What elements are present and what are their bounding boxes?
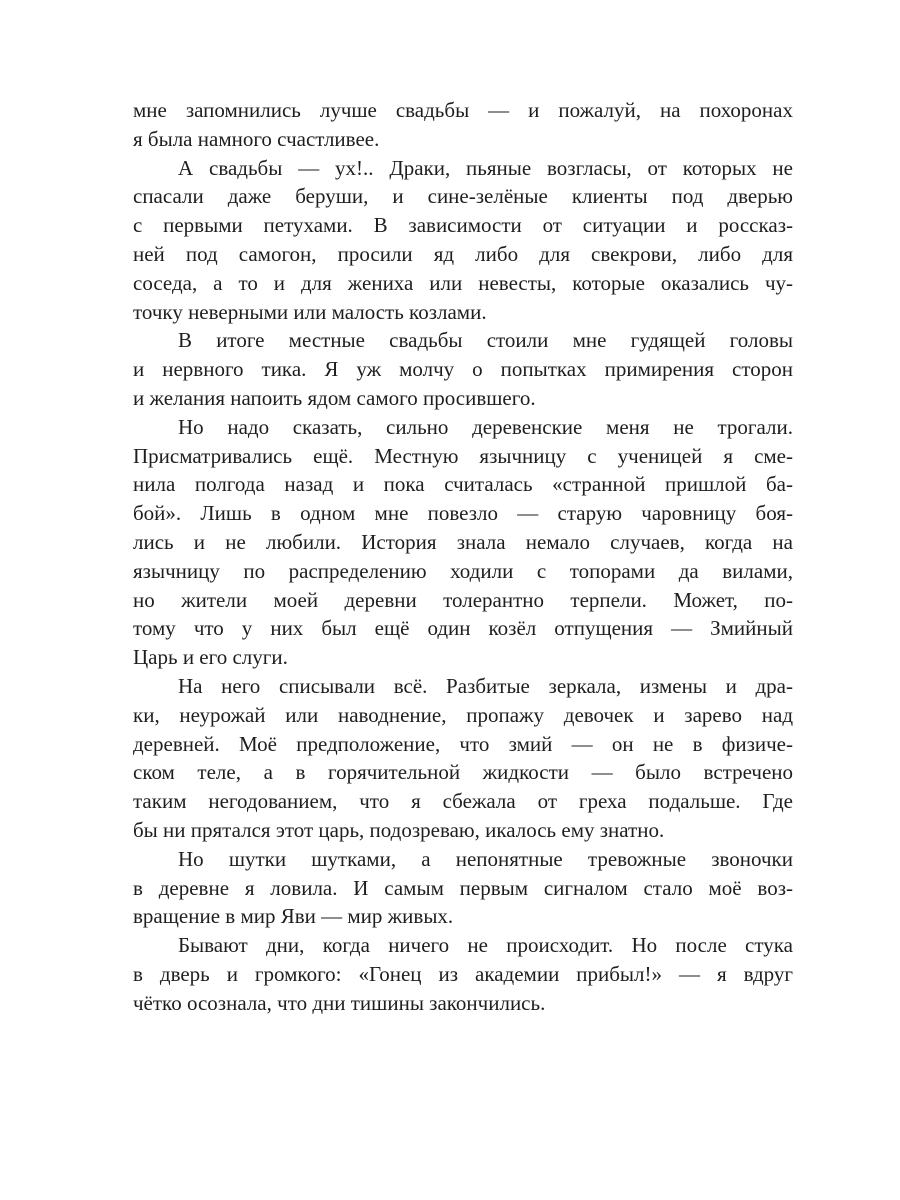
text-line: и желания напоить ядом самого просившего.: [133, 385, 536, 410]
text-line: нила полгода назад и пока считалась «странной пришлой ба-: [133, 472, 793, 497]
text-line: Присматривались ещё. Местную язычницу с ученицей я сме-: [133, 443, 793, 468]
paragraph: [133, 931, 793, 1017]
paragraph: [133, 326, 793, 412]
text-line: Царь и его слуги.: [133, 645, 288, 670]
text-line: бы ни прятался этот царь, подозреваю, икалось ему знатно.: [133, 817, 665, 842]
text-line: спасали даже беруши, и сине-зелёные клиенты под дверью: [133, 184, 793, 209]
text-line: в деревне я ловила. И самым первым сигналом стало моё воз-: [133, 875, 793, 900]
text-line: но жители моей деревни толерантно терпели. Может, по-: [133, 587, 793, 612]
paragraph: [133, 96, 793, 154]
text-line: Но шутки шутками, а непонятные тревожные звоночки: [178, 846, 793, 871]
text-line: Но надо сказать, сильно деревенские меня не трогали.: [178, 414, 793, 439]
text-line: мне запомнились лучше свадьбы — и пожалуй, на похоронах: [133, 98, 793, 122]
text-line: язычницу по распределению ходили с топорами да вилами,: [133, 558, 793, 583]
text-line: и нервного тика. Я уж молчу о попытках примирения сторон: [133, 357, 793, 382]
text-line: ней под самогон, просили яд либо для свекрови, либо для: [133, 241, 793, 266]
text-line: точку неверными или малость козлами.: [133, 299, 487, 324]
text-line: ки, неурожай или наводнение, пропажу девочек и зарево над: [133, 702, 793, 727]
text-line: деревней. Моё предположение, что змий — он не в физиче-: [133, 731, 793, 756]
text-line: в дверь и громкого: «Гонец из академии прибыл!» — я вдруг: [133, 961, 793, 986]
paragraph: [133, 413, 793, 672]
text-line: лись и не любили. История знала немало случаев, когда на: [133, 529, 793, 554]
text-line: Бывают дни, когда ничего не происходит. Но после стука: [178, 933, 793, 958]
paragraph: [133, 672, 793, 845]
text-line: А свадьбы — ух!.. Драки, пьяные возгласы, от которых не: [178, 155, 793, 180]
text-line: таким негодованием, что я сбежала от греха подальше. Где: [133, 789, 793, 814]
text-line: тому что у них был ещё один козёл отпущения — Змийный: [133, 616, 793, 641]
text-line: с первыми петухами. В зависимости от ситуации и россказ-: [133, 213, 793, 238]
text-line: ском теле, а в горячительной жидкости — было встречено: [133, 760, 793, 785]
text-line: я была намного счастливее.: [133, 126, 380, 151]
text-line: чётко осознала, что дни тишины закончились.: [133, 990, 546, 1015]
text-line: вращение в мир Яви — мир живых.: [133, 904, 454, 929]
text-line: На него списывали всё. Разбитые зеркала, измены и дра-: [178, 673, 793, 698]
paragraph: [133, 845, 793, 931]
text-line: бой». Лишь в одном мне повезло — старую чаровницу боя-: [133, 501, 793, 526]
book-page-text: [133, 96, 793, 1018]
paragraph: [133, 154, 793, 327]
text-line: соседа, а то и для жениха или невесты, которые оказались чу-: [133, 270, 793, 295]
text-line: В итоге местные свадьбы стоили мне гудящей головы: [178, 328, 793, 353]
